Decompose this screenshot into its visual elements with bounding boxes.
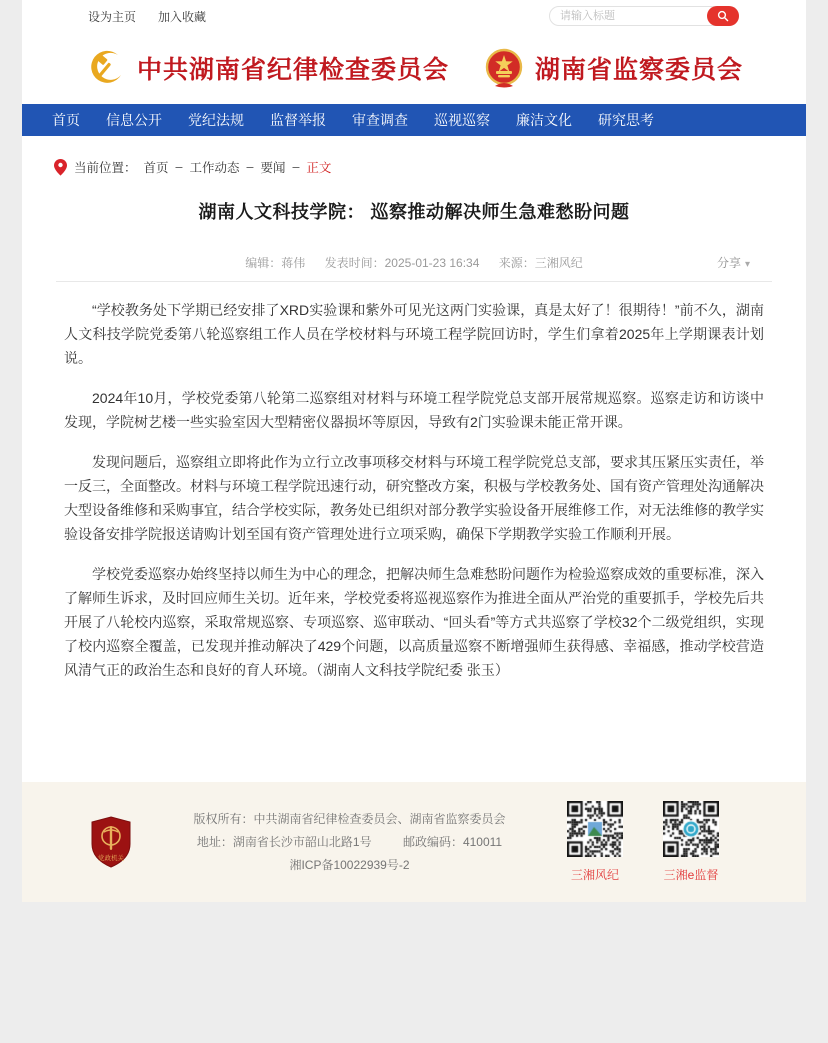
search-box [549, 6, 739, 26]
share-label: 分享 [716, 256, 741, 270]
footer-address-row [132, 831, 567, 854]
chevron-down-icon: ▾ [744, 259, 750, 270]
meta-divider [56, 281, 772, 282]
site-title-supervision-commission: 湖南省监察委员会 [535, 56, 744, 84]
footer-copyright: 版权所有：中共湖南省纪律检查委员会、湖南省监察委员会 [193, 811, 506, 826]
search-button[interactable] [707, 6, 739, 26]
breadcrumb-label: 当前位置： [74, 161, 137, 175]
breadcrumb [22, 136, 806, 176]
main-navigation [22, 104, 806, 136]
qr-code-area [567, 801, 719, 883]
share-button[interactable] [717, 254, 750, 271]
government-agency-badge-icon[interactable] [90, 816, 132, 868]
page-container [22, 0, 806, 902]
footer-address: 地址：湖南省长沙市韶山北路1号 [196, 834, 372, 849]
nav-item-supervision-report[interactable]: 监督举报 [270, 112, 326, 128]
nav-item-info-disclosure[interactable]: 信息公开 [106, 112, 162, 128]
nav-item-research-thinking[interactable]: 研究思考 [598, 112, 654, 128]
nav-item-party-regulations[interactable]: 党纪法规 [188, 112, 244, 128]
article-paragraph: “学校教务处下学期已经安排了XRD实验课和紫外可见光这两门实验课，真是太好了！很期待！”前不久，湖南人文科技学院党委第八轮巡察组工作人员在学校材料与环境工程学院回访时，学生们拿着2025年上学期课表计划说。 [64, 302, 764, 366]
breadcrumb-headlines[interactable]: 要闻 [260, 161, 286, 175]
set-homepage-link[interactable]: 设为主页 [88, 9, 137, 24]
footer-postcode: 邮政编码：410011 [402, 834, 503, 849]
location-pin-icon [54, 159, 67, 176]
breadcrumb-home[interactable]: 首页 [143, 161, 169, 175]
nav-item-home[interactable]: 首页 [52, 112, 80, 128]
article-publish-time: 发表时间：2025-01-23 16:34 [324, 256, 480, 270]
qr-label-sanxiang-e-jiandu[interactable]: 三湘e监督 [663, 868, 719, 882]
top-utility-bar [22, 0, 806, 32]
breadcrumb-separator: – [175, 160, 183, 174]
breadcrumb-current-page: 正文 [306, 161, 332, 175]
nav-item-integrity-culture[interactable]: 廉洁文化 [516, 112, 572, 128]
article-paragraph: 学校党委巡察办始终坚持以师生为中心的理念，把解决师生急难愁盼问题作为检验巡察成效的重要标准，深入了解师生诉求，及时回应师生关切。近年来，学校党委将巡视巡察作为推进全面从严治党的重要抓手，学校先后共开展了八轮校内巡察，采取常规巡察、专项巡察、巡审联动、“回头看”等方式共巡察了学校32个二级党组织，实现了校内巡察全覆盖，已发现并推动解决了429个问题，以高质量巡察不断增强师生获得感、幸福感，推动学校营造风清气正的政治生态和良好的育人环境。（湖南人文科技学院纪委 张玉） [64, 566, 764, 678]
site-title-discipline-commission: 中共湖南省纪律检查委员会 [136, 56, 449, 84]
article-title: 湖南人文科技学院： 巡察推动解决师生急难愁盼问题 [198, 202, 630, 222]
footer [22, 782, 806, 902]
article [22, 198, 806, 782]
footer-info [132, 808, 567, 877]
qr-block-sanxiang-fengji [567, 801, 623, 883]
national-emblem-icon [483, 47, 525, 89]
qr-block-sanxiang-e-jiandu [663, 801, 719, 883]
footer-icp-number: 湘ICP备10022939号-2 [289, 857, 410, 872]
masthead [22, 32, 806, 104]
article-source: 来源：三湘风纪 [498, 256, 583, 270]
search-icon [717, 10, 729, 22]
svg-text:党政机关: 党政机关 [98, 855, 124, 862]
article-editor: 编辑：蒋伟 [245, 256, 306, 270]
add-favorites-link[interactable]: 加入收藏 [158, 9, 207, 24]
topbar-links [88, 8, 206, 25]
article-paragraph: 发现问题后，巡察组立即将此作为立行立改事项移交材料与环境工程学院党总支部，要求其压紧压实责任，举一反三，全面整改。材料与环境工程学院迅速行动，研究整改方案，积极与学校教务处、国有资产管理处沟通解决大型设备维修和采购事宜，结合学校实际，教务处已组织对部分教学实验设备开展维修工作，对无法维修的教学实验设备安排学院报送请购计划至国有资产管理处进行立项采购，确保下学期教学实验工作顺利开展。 [64, 454, 764, 542]
party-emblem-icon [85, 47, 127, 89]
qr-code [567, 801, 623, 857]
qr-label-sanxiang-fengji[interactable]: 三湘风纪 [570, 868, 619, 882]
qr-code [663, 801, 719, 857]
breadcrumb-separator: – [246, 160, 254, 174]
article-paragraph: 2024年10月，学校党委第八轮第二巡察组对材料与环境工程学院党总支部开展常规巡察。巡察走访和访谈中发现，学院树艺楼一些实验室因大型精密仪器损坏等原因，导致有2门实验课未能正常开课。 [64, 390, 764, 430]
nav-item-review-investigation[interactable]: 审查调查 [352, 112, 408, 128]
article-meta [64, 254, 764, 271]
breadcrumb-work-updates[interactable]: 工作动态 [189, 161, 240, 175]
nav-item-inspection-tour[interactable]: 巡视巡察 [434, 112, 490, 128]
breadcrumb-separator: – [292, 160, 300, 174]
